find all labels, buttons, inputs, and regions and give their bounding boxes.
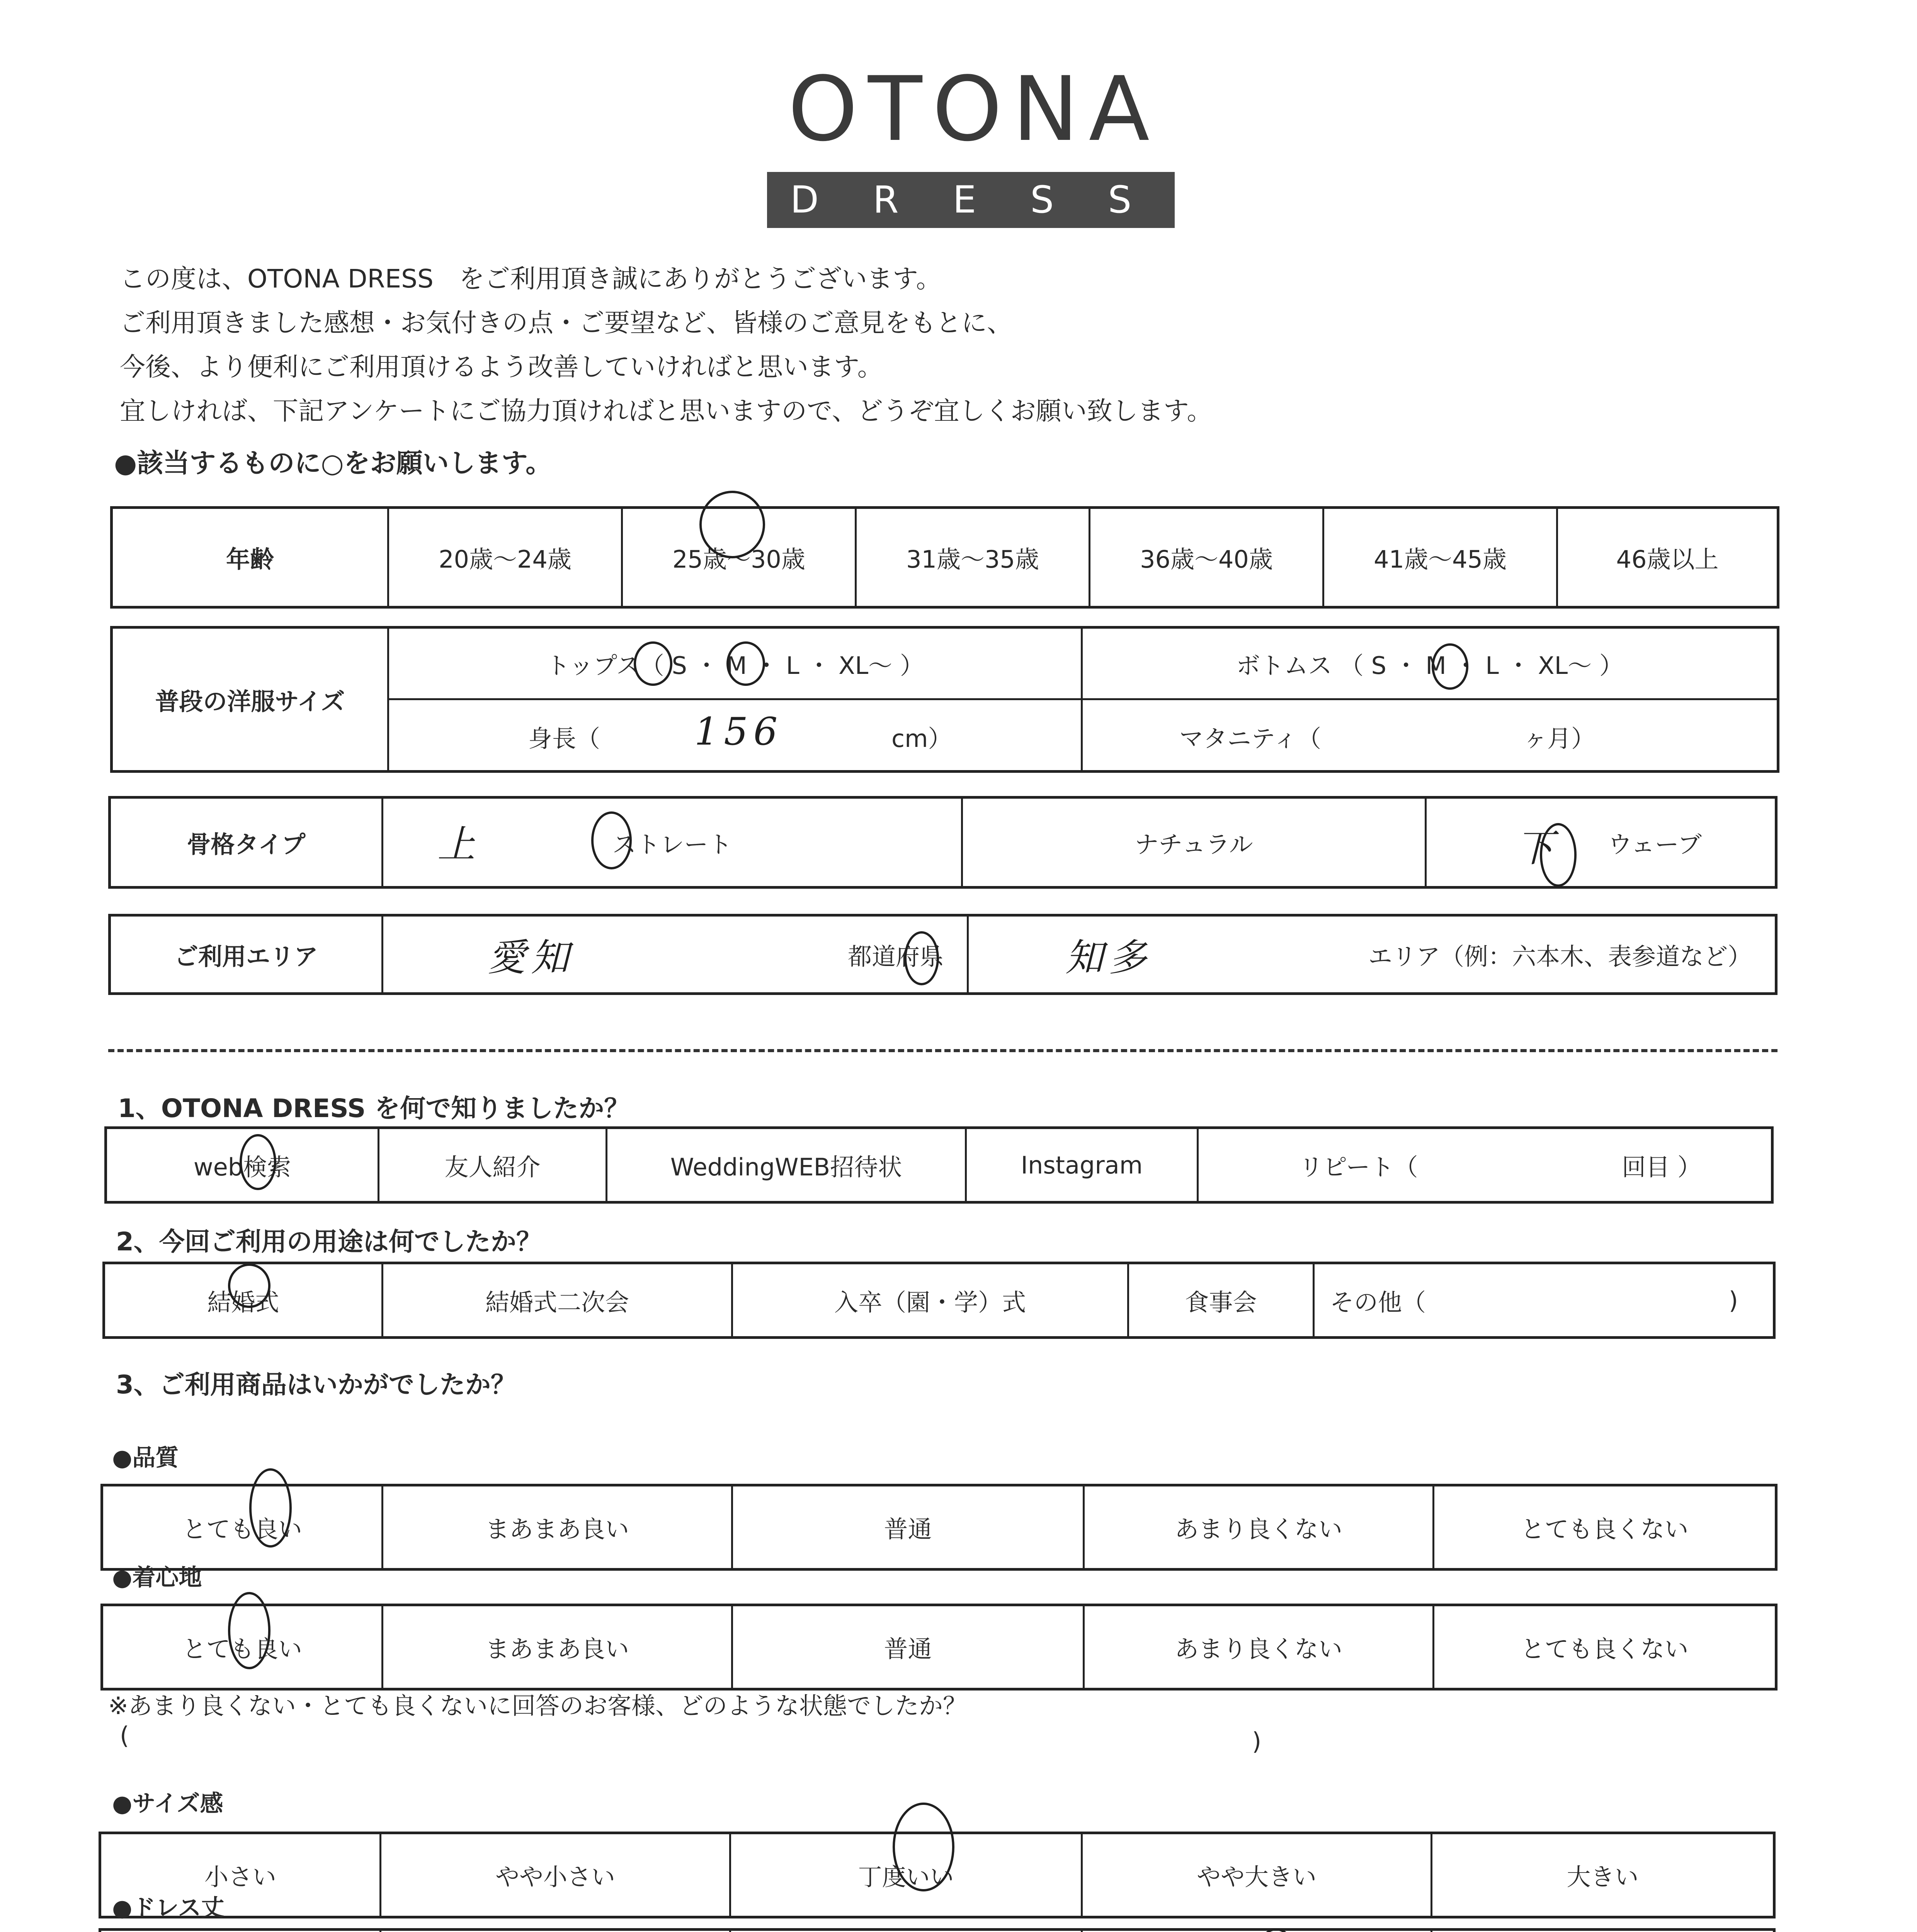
dashed-divider: [108, 1049, 1778, 1052]
frame-option[interactable]: [381, 799, 961, 886]
comfort-option[interactable]: とても良くない: [1432, 1606, 1775, 1688]
age-option[interactable]: 20歳～24歳: [387, 509, 621, 606]
area-table: [108, 914, 1778, 995]
quality-option[interactable]: まあまあ良い: [381, 1486, 731, 1568]
selection-circle-icon: [240, 1134, 276, 1190]
hand-note: 下: [1516, 827, 1559, 871]
quality-option[interactable]: 普通: [731, 1486, 1083, 1568]
selection-circle-icon: [228, 1264, 270, 1308]
intro-line: この度は、OTONA DRESS をご利用頂き誠にありがとうございます。: [120, 264, 942, 294]
selection-circle-icon: [699, 491, 765, 558]
repeat-count-label: 回目 ）: [1622, 1153, 1701, 1181]
fit-option[interactable]: やや大きい: [1081, 1834, 1431, 1916]
q1-option[interactable]: WeddingWEB招待状: [606, 1129, 965, 1201]
selection-circle-icon: [904, 931, 939, 985]
bottoms-size-field[interactable]: ボトムス （ S ・ M ・ L ・ XL～ ）: [1236, 651, 1623, 680]
size-label: 普段の洋服サイズ: [155, 687, 345, 716]
hand-note: 上: [437, 823, 481, 867]
selection-circle-icon: [1540, 823, 1577, 887]
intro-text: [120, 257, 1212, 433]
age-label: 年齢: [226, 545, 274, 573]
q2-table: [102, 1262, 1776, 1339]
length-table: [99, 1928, 1776, 1932]
age-option[interactable]: 41歳～45歳: [1322, 509, 1556, 606]
paren-close: ): [1252, 1727, 1262, 1755]
selection-circle-icon: [1432, 643, 1468, 690]
length-label: ●ドレス丈: [112, 1895, 225, 1922]
q1-option[interactable]: web検索: [193, 1153, 291, 1181]
q1-option[interactable]: 友人紹介: [378, 1129, 606, 1201]
q1-table: [104, 1126, 1774, 1204]
comfort-option[interactable]: まあまあ良い: [381, 1606, 731, 1688]
pref-suffix: 都道府県: [847, 942, 944, 971]
selection-circle-icon: [893, 1803, 954, 1891]
question-title: 3、ご利用商品はいかがでしたか？: [116, 1370, 516, 1400]
maternity-field[interactable]: [1083, 700, 1777, 774]
comfort-option[interactable]: 普通: [731, 1606, 1083, 1688]
age-table: [110, 506, 1779, 609]
q1-option[interactable]: Instagram: [965, 1129, 1197, 1201]
q2-option[interactable]: 入卒（園・学）式: [731, 1264, 1127, 1336]
repeat-label: リピート（: [1299, 1153, 1418, 1181]
frame-option-label: ストレート: [612, 830, 732, 859]
q2-option[interactable]: 結婚式二次会: [381, 1264, 731, 1336]
q2-option-other[interactable]: [1313, 1264, 1773, 1336]
frame-option-label: ウェーブ: [1608, 830, 1702, 859]
q1-option-repeat[interactable]: [1197, 1129, 1771, 1201]
quality-option[interactable]: あまり良くない: [1083, 1486, 1432, 1568]
question-title: 2、今回ご利用の用途は何でしたか？: [116, 1227, 542, 1257]
area-label: ご利用エリア: [174, 942, 318, 971]
fit-label: ●サイズ感: [112, 1790, 223, 1817]
intro-line: ご利用頂きました感想・お気付きの点・ご要望など、皆様のご意見をもとに、: [120, 308, 1012, 338]
paren-open: (: [120, 1721, 129, 1750]
section-heading: ●該当するものに○をお願いします。: [114, 448, 552, 479]
frame-label: 骨格タイプ: [187, 830, 306, 859]
hand-note: 知多: [1065, 935, 1152, 980]
question-title: 1、OTONA DRESS を何で知りましたか？: [118, 1094, 630, 1123]
maternity-unit: ヶ月）: [1523, 724, 1596, 753]
age-option[interactable]: 46歳以上: [1556, 509, 1777, 606]
other-label: その他（: [1330, 1288, 1426, 1316]
frame-option[interactable]: [1425, 799, 1775, 886]
maternity-label: マタニティ（: [1179, 724, 1322, 753]
brand-logo-main: OTONA: [788, 58, 1160, 161]
height-field[interactable]: [389, 700, 1081, 774]
quality-option[interactable]: とても良い: [182, 1515, 302, 1543]
age-option[interactable]: 25歳～30歳: [621, 509, 855, 606]
q2-option[interactable]: 結婚式: [207, 1288, 279, 1316]
area-suffix: エリア（例：六本木、表参道など）: [1368, 942, 1752, 971]
age-option[interactable]: 36歳～40歳: [1089, 509, 1322, 606]
quality-table: [100, 1484, 1778, 1571]
height-unit: cm）: [891, 724, 952, 753]
brand-logo-sub: DRESS: [767, 172, 1175, 228]
prefecture-field[interactable]: [381, 917, 967, 992]
age-option[interactable]: 31歳～35歳: [855, 509, 1089, 606]
comfort-option[interactable]: あまり良くない: [1083, 1606, 1432, 1688]
area-field[interactable]: [967, 917, 1775, 992]
comfort-table: [100, 1604, 1778, 1690]
selection-circle-icon: [228, 1592, 270, 1669]
q2-option[interactable]: 食事会: [1127, 1264, 1313, 1336]
size-fields: [387, 629, 1777, 770]
hand-note: 愛知: [488, 935, 575, 980]
comfort-label: ●着心地: [112, 1564, 202, 1591]
height-value: 156: [694, 710, 783, 754]
selection-circle-icon: [726, 641, 765, 686]
selection-circle-icon: [634, 641, 672, 686]
intro-line: 宜しければ、下記アンケートにご協力頂ければと思いますので、どうぞ宜しくお願い致します。: [120, 396, 1213, 426]
tops-size-field[interactable]: トップス（ S ・ M ・ L ・ XL～ ）: [546, 651, 924, 680]
selection-circle-icon: [249, 1468, 292, 1548]
fit-option[interactable]: 大きい: [1431, 1834, 1773, 1916]
fit-option[interactable]: 小さい: [204, 1863, 276, 1891]
quality-option[interactable]: とても良くない: [1432, 1486, 1775, 1568]
size-table: [110, 626, 1779, 773]
selection-circle-icon: [591, 811, 632, 869]
quality-label: ●品質: [112, 1444, 179, 1471]
frame-table: [108, 796, 1778, 889]
height-label: 身長（: [528, 724, 600, 753]
frame-option[interactable]: ナチュラル: [961, 799, 1425, 886]
comfort-note: ※あまり良くない・とても良くないに回答のお客様、どのような状態でしたか？: [108, 1692, 967, 1720]
comfort-option[interactable]: とても良い: [182, 1635, 302, 1663]
other-close: ): [1728, 1286, 1738, 1315]
intro-line: 今後、より便利にご利用頂けるよう改善していければと思います。: [120, 352, 883, 382]
fit-option[interactable]: やや小さい: [379, 1834, 729, 1916]
fit-option[interactable]: 丁度いい: [729, 1834, 1081, 1916]
